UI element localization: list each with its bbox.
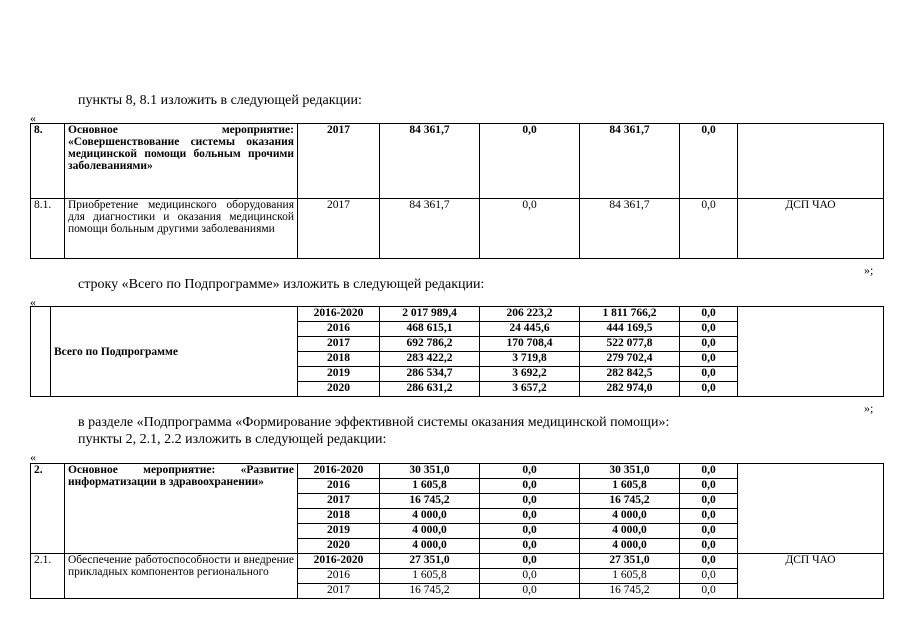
row-regional: 4 000,0 xyxy=(580,539,680,554)
row-regional: 282 842,5 xyxy=(580,367,680,382)
row-total: 692 786,2 xyxy=(380,337,480,352)
row-other: 0,0 xyxy=(680,494,738,509)
row-regional: 1 605,8 xyxy=(580,479,680,494)
row-regional: 84 361,7 xyxy=(580,199,680,259)
row-total: 4 000,0 xyxy=(380,539,480,554)
row-executor: ДСП ЧАО xyxy=(738,199,884,259)
row-regional: 84 361,7 xyxy=(580,124,680,199)
row-total: 84 361,7 xyxy=(380,199,480,259)
intro-paragraph-3: в разделе «Подпрограмма «Формирование эффективной системы оказания медицинской помощи»: xyxy=(78,415,670,430)
row-other: 0,0 xyxy=(680,307,738,322)
row-year: 2016 xyxy=(298,322,380,337)
row-regional: 30 351,0 xyxy=(580,464,680,479)
row-total: 84 361,7 xyxy=(380,124,480,199)
intro-paragraph-1: пункты 8, 8.1 изложить в следующей редакции: xyxy=(78,93,362,108)
row-other: 0,0 xyxy=(680,509,738,524)
table-row-8-1 xyxy=(31,199,884,259)
table-row xyxy=(31,554,884,569)
open-quote-1: « xyxy=(30,111,36,125)
row-federal: 0,0 xyxy=(480,199,580,259)
row-other: 0,0 xyxy=(680,524,738,539)
row-federal: 206 223,2 xyxy=(480,307,580,322)
row-executor xyxy=(738,307,884,397)
row-regional: 1 605,8 xyxy=(580,569,680,584)
row-total: 30 351,0 xyxy=(380,464,480,479)
row-total: 283 422,2 xyxy=(380,352,480,367)
row-year: 2019 xyxy=(298,524,380,539)
row-number: 2. xyxy=(31,464,65,554)
row-total: 286 534,7 xyxy=(380,367,480,382)
table-total-body xyxy=(31,307,884,397)
row-year: 2017 xyxy=(298,124,380,199)
row-number: 8. xyxy=(31,124,65,199)
row-federal: 3 719,8 xyxy=(480,352,580,367)
row-other: 0,0 xyxy=(680,367,738,382)
row-year: 2018 xyxy=(298,509,380,524)
table-row xyxy=(31,464,884,479)
row-federal: 0,0 xyxy=(480,464,580,479)
open-quote-3: « xyxy=(30,450,36,464)
row-name: Основное мероприятие: «Развитие информатизации в здравоохранении» xyxy=(65,464,298,554)
row-year: 2017 xyxy=(298,337,380,352)
row-year: 2019 xyxy=(298,367,380,382)
row-regional: 444 169,5 xyxy=(580,322,680,337)
row-total: 16 745,2 xyxy=(380,494,480,509)
row-federal: 170 708,4 xyxy=(480,337,580,352)
row-other: 0,0 xyxy=(680,584,738,599)
row-regional: 16 745,2 xyxy=(580,584,680,599)
row-other: 0,0 xyxy=(680,322,738,337)
row-total: 1 605,8 xyxy=(380,479,480,494)
row-regional: 282 974,0 xyxy=(580,382,680,397)
row-other: 0,0 xyxy=(680,352,738,367)
row-year: 2016 xyxy=(298,569,380,584)
row-name: Приобретение медицинского оборудования для диагностики и оказания медицинской помощи больным другими заболеваниями xyxy=(65,199,298,259)
table-row xyxy=(31,307,884,322)
row-other: 0,0 xyxy=(680,554,738,569)
table-row-8 xyxy=(31,124,884,199)
row-regional: 4 000,0 xyxy=(580,509,680,524)
row-federal: 0,0 xyxy=(480,539,580,554)
table-items-2 xyxy=(30,463,884,599)
row-total: 16 745,2 xyxy=(380,584,480,599)
row-federal: 0,0 xyxy=(480,524,580,539)
row-regional: 27 351,0 xyxy=(580,554,680,569)
close-quote-2: »; xyxy=(864,401,874,415)
close-quote-1: »; xyxy=(864,263,874,277)
row-executor xyxy=(738,464,884,554)
row-total: 1 605,8 xyxy=(380,569,480,584)
row-total: 2 017 989,4 xyxy=(380,307,480,322)
row-executor: ДСП ЧАО xyxy=(738,554,884,599)
row-other: 0,0 xyxy=(680,539,738,554)
row-year: 2017 xyxy=(298,199,380,259)
row-name: Обеспечение работоспособности и внедрение прикладных компонентов регионального xyxy=(65,554,298,599)
row-federal: 3 657,2 xyxy=(480,382,580,397)
row-federal: 24 445,6 xyxy=(480,322,580,337)
row-total: 4 000,0 xyxy=(380,524,480,539)
row-year: 2020 xyxy=(298,382,380,397)
row-year: 2016-2020 xyxy=(298,464,380,479)
row-total: 27 351,0 xyxy=(380,554,480,569)
row-other: 0,0 xyxy=(680,464,738,479)
row-total: 468 615,1 xyxy=(380,322,480,337)
row-federal: 0,0 xyxy=(480,569,580,584)
row-year: 2017 xyxy=(298,584,380,599)
blank-cell xyxy=(31,307,51,397)
row-total: 4 000,0 xyxy=(380,509,480,524)
row-other: 0,0 xyxy=(680,382,738,397)
row-total: 286 631,2 xyxy=(380,382,480,397)
row-name: Основное мероприятие: «Совершенствование системы оказания медицинской помощи больным прочими заболеваниями» xyxy=(65,124,298,199)
table-total xyxy=(30,306,884,397)
row-federal: 0,0 xyxy=(480,479,580,494)
row-regional: 16 745,2 xyxy=(580,494,680,509)
total-label: Всего по Подпрограмме xyxy=(51,307,298,397)
row-other: 0,0 xyxy=(680,124,738,199)
row-federal: 0,0 xyxy=(480,584,580,599)
table-items-2-body xyxy=(31,464,884,599)
row-other: 0,0 xyxy=(680,479,738,494)
row-number: 8.1. xyxy=(31,199,65,259)
intro-paragraph-4: пункты 2, 2.1, 2.2 изложить в следующей редакции: xyxy=(78,432,387,447)
row-year: 2016 xyxy=(298,479,380,494)
row-year: 2016-2020 xyxy=(298,554,380,569)
row-year: 2020 xyxy=(298,539,380,554)
row-regional: 4 000,0 xyxy=(580,524,680,539)
row-regional: 522 077,8 xyxy=(580,337,680,352)
row-federal: 3 692,2 xyxy=(480,367,580,382)
row-year: 2017 xyxy=(298,494,380,509)
row-regional: 1 811 766,2 xyxy=(580,307,680,322)
row-federal: 0,0 xyxy=(480,554,580,569)
row-executor xyxy=(738,124,884,199)
row-federal: 0,0 xyxy=(480,124,580,199)
row-federal: 0,0 xyxy=(480,494,580,509)
row-other: 0,0 xyxy=(680,337,738,352)
intro-paragraph-2: строку «Всего по Подпрограмме» изложить в следующей редакции: xyxy=(78,277,485,292)
row-year: 2018 xyxy=(298,352,380,367)
row-other: 0,0 xyxy=(680,199,738,259)
row-other: 0,0 xyxy=(680,569,738,584)
open-quote-2: « xyxy=(30,295,36,309)
table-items-8 xyxy=(30,123,884,259)
row-federal: 0,0 xyxy=(480,509,580,524)
row-regional: 279 702,4 xyxy=(580,352,680,367)
row-number: 2.1. xyxy=(31,554,65,599)
row-year: 2016-2020 xyxy=(298,307,380,322)
